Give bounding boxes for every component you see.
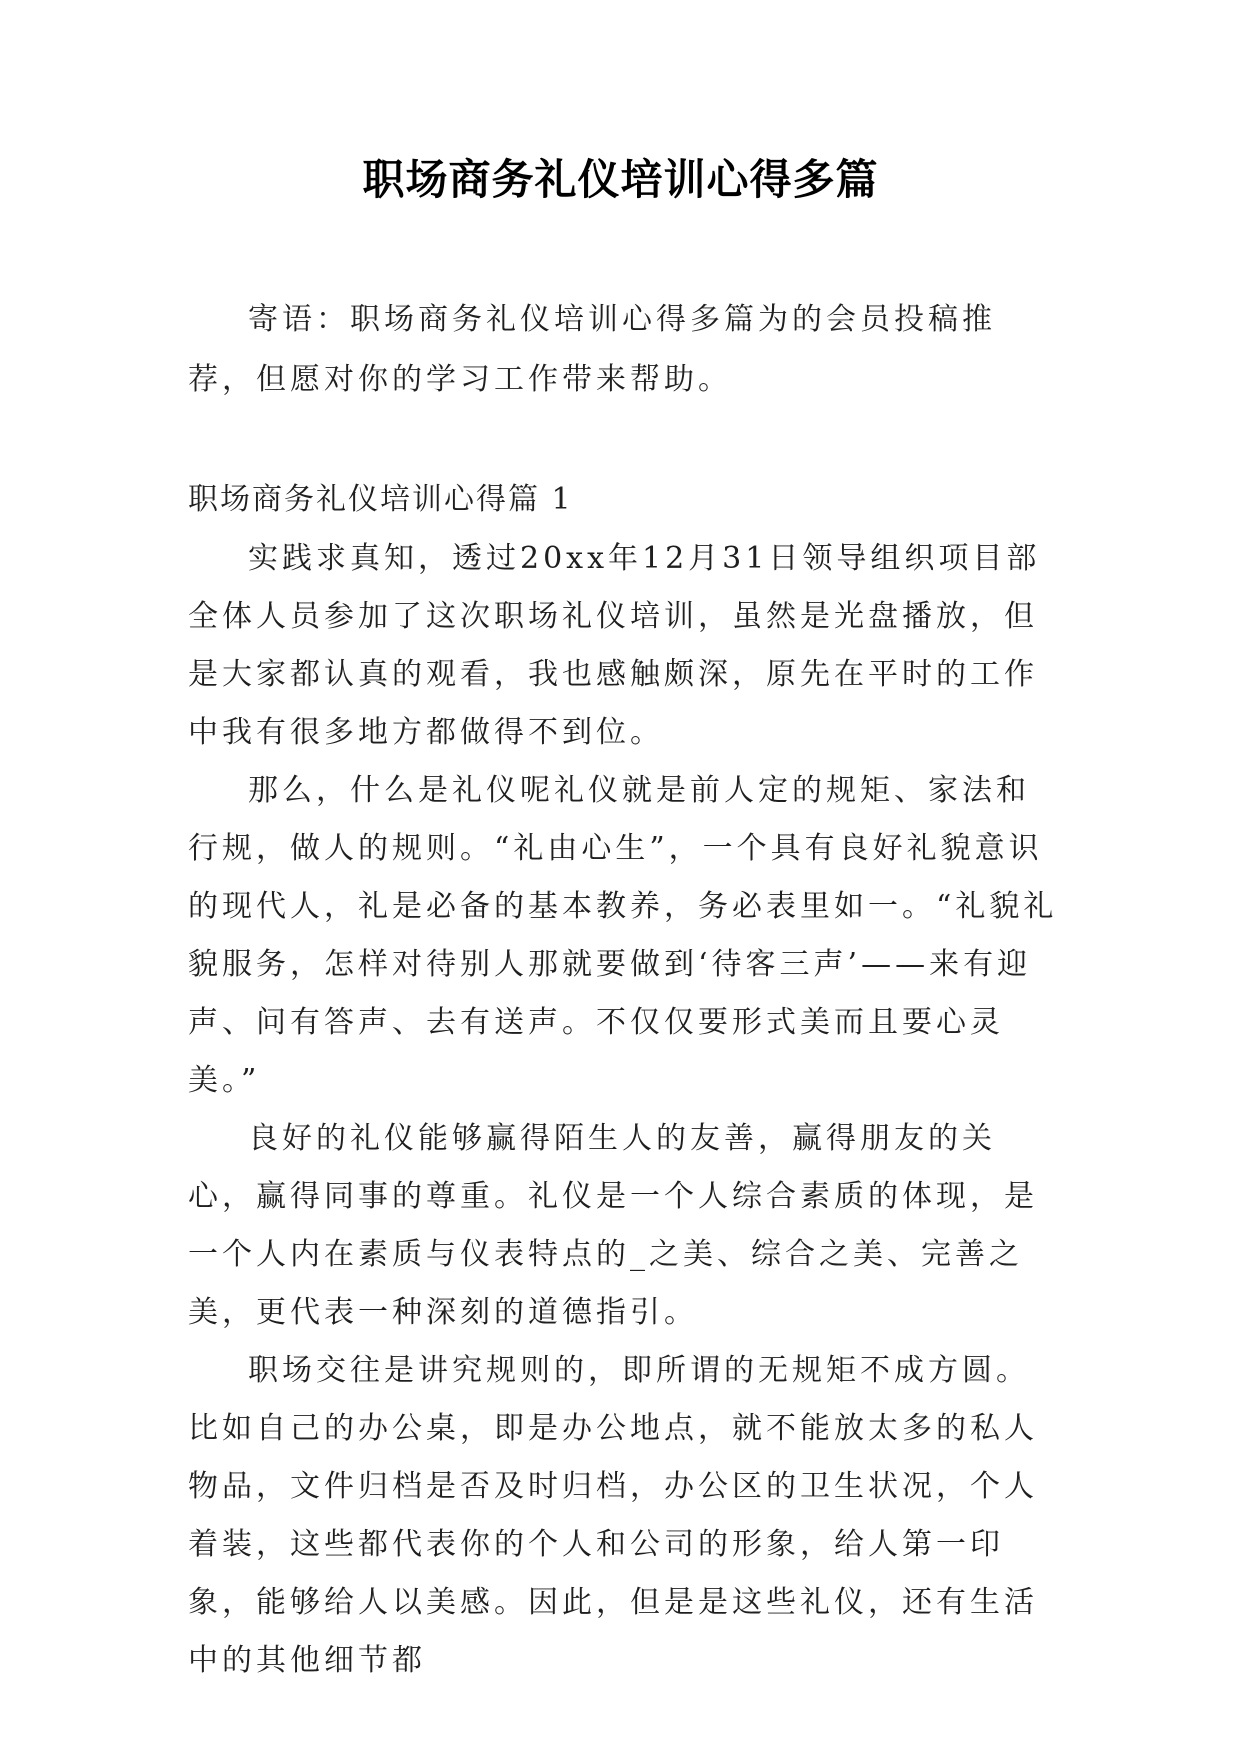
- body-paragraph: 那么，什么是礼仪呢礼仪就是前人定的规矩、家法和行规，做人的规则。“礼由心生”，一个具有良好礼貌意识的现代人，礼是必备的基本教养，务必表里如一。“礼貌礼貌服务，怎样对待别人那就要做到‘待客三声’——来有迎声、问有答声、去有送声。不仅仅要形式美而且要心灵美。”: [188, 773, 1058, 1098]
- document-body: [188, 290, 1058, 1690]
- body-paragraph: 良好的礼仪能够赢得陌生人的友善，赢得朋友的关心，赢得同事的尊重。礼仪是一个人综合素质的体现，是一个人内在素质与仪表特点的_之美、综合之美、完善之美，更代表一种深刻的道德指引。: [188, 1121, 1038, 1330]
- body-paragraph: 职场交往是讲究规则的，即所谓的无规矩不成方圆。比如自己的办公桌，即是办公地点，就不能放太多的私人物品，文件归档是否及时归档，办公区的卫生状况，个人着装，这些都代表你的个人和公司的形象，给人第一印象，能够给人以美感。因此，但是是这些礼仪，还有生活中的其他细节都: [188, 1353, 1038, 1678]
- document-title: 职场商务礼仪培训心得多篇: [362, 155, 879, 204]
- intro-paragraph: 寄语：职场商务礼仪培训心得多篇为的会员投稿推荐，但愿对你的学习工作带来帮助。: [188, 302, 996, 397]
- section-title: 职场商务礼仪培训心得篇 1: [188, 482, 573, 517]
- body-paragraph: 实践求真知，透过20xx年12月31日领导组织项目部全体人员参加了这次职场礼仪培训，虽然是光盘播放，但是大家都认真的观看，我也感触颇深，原先在平时的工作中我有很多地方都做得不到位。: [188, 541, 1041, 750]
